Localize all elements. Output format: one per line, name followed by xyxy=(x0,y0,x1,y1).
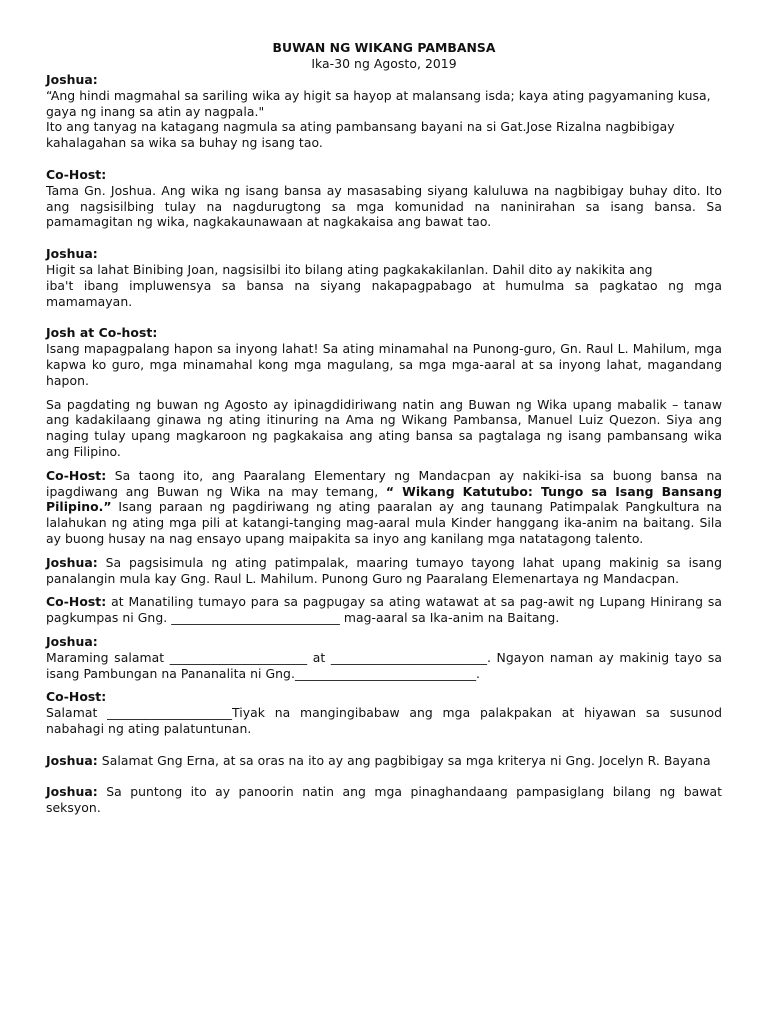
speaker-label: Joshua: xyxy=(46,784,98,800)
speaker-label: Josh at Co-host: xyxy=(46,325,158,341)
speaker-label: Co-Host: xyxy=(46,594,107,610)
dialogue-cohost-3 xyxy=(46,594,722,626)
paragraph-text: Sa puntong ito ay panoorin natin ang mga pinaghandaang pampasiglang bilang ng bawat seksyon. xyxy=(46,784,722,816)
speaker-label: Joshua: xyxy=(46,72,98,87)
speaker-label: Co-Host: xyxy=(46,467,107,483)
speaker-label: Co-Host: xyxy=(46,166,107,182)
dialogue-cohost-4 xyxy=(46,689,722,736)
paragraph-text: Sa pagdating ng buwan ng Agosto ay ipinagdidiriwang natin ang Buwan ng Wika upang mabalik – tanaw ang kadakilaang ginawa ng ating itinuring na Ama ng Wikang Pambansa, Manuel Luiz Quezon. Siya ang naging tulay upang magkaroon ng pagkakaisa ang ating bansa sa pagtalaga ng isang pambansang wika ang Filipino. xyxy=(46,396,722,459)
dialogue-joshua-6 xyxy=(46,784,722,816)
dialogue-joshua-1 xyxy=(46,72,722,151)
document-date: Ika-30 ng Agosto, 2019 xyxy=(311,56,457,71)
paragraph-text: iba't ibang impluwensya sa bansa na siyang nakapagpabago at humulma sa pagkatao ng mga mamamayan. xyxy=(46,277,722,309)
dialogue-josh-cohost xyxy=(46,325,722,459)
paragraph-text: at Manatiling tumayo para sa pagpugay sa ating watawat at sa pag-awit ng Lupang Hinirang sa pagkumpas ni Gng. ___________________________ mag-aaral sa Ika-anim na Baitang. xyxy=(46,594,722,626)
paragraph-text: Tama Gn. Joshua. Ang wika ng isang bansa ay masasabing siyang kaluluwa na nagbibigay buhay dito. Ito ang nagsisilbing tulay na nagdurugtong sa mga komunidad na naninirahan sa isang bansa. Sa pamamagitan ng wika, nagkakaunawaan at nagkakaisa ang bawat tao. xyxy=(46,182,722,230)
dialogue-joshua-2 xyxy=(46,246,722,309)
speaker-label: Joshua: xyxy=(46,554,98,570)
speaker-label: Joshua: xyxy=(46,246,98,262)
paragraph-text: Salamat Gng Erna, at sa oras na ito ay ang pagbibigay sa mga kriterya ni Gng. Jocelyn R. Bayana xyxy=(97,752,711,768)
paragraph-text: Isang paraan ng pagdiriwang ng ating paaralan ay ang taunang Patimpalak Pangkultura na lalahukan ng ating mga pili at katangi-tanging mag-aaral mula Kinder hanggang ika-anim na baitang. Sila ay buong husay na nag ensayo upang maipakita sa inyo ang kanilang mga natatagong talento. xyxy=(46,499,722,546)
paragraph-text: Sa pagsisimula ng ating patimpalak, maaring tumayo tayong lahat upang makinig sa isang panalangin mula kay Gng. Raul L. Mahilum. Punong Guro ng Paaralang Elemenartaya ng Mandacpan. xyxy=(46,554,722,586)
document-title: BUWAN NG WIKANG PAMBANSA xyxy=(272,40,496,55)
dialogue-cohost-2 xyxy=(46,468,722,547)
dialogue-joshua-4 xyxy=(46,634,722,681)
speaker-label: Co-Host: xyxy=(46,689,107,705)
dialogue-joshua-5 xyxy=(46,753,722,769)
dialogue-joshua-3 xyxy=(46,555,722,587)
paragraph-text: Ito ang tanyag na katagang nagmula sa ating pambansang bayani na si Gat.Jose Rizalna nagbibigay kahalagahan sa wika sa buhay ng isang tao. xyxy=(46,119,675,151)
quote-text: “Ang hindi magmahal sa sariling wika ay higit sa hayop at malansang isda; kaya ating pagyamaning kusa, gaya ng inang sa atin ay nagpala." xyxy=(46,87,711,119)
theme-text: “ Wikang Katutubo: Tungo sa Isang Bansang Pilipino.” xyxy=(46,483,723,515)
paragraph-text: Higit sa lahat Binibing Joan, nagsisilbi ito bilang ating pagkakakilanlan. Dahil dito ay nakikita ang xyxy=(46,261,653,277)
dialogue-cohost-1 xyxy=(46,167,722,230)
speaker-label: Joshua: xyxy=(46,633,98,649)
paragraph-text: Sa taong ito, ang Paaralang Elementary ng Mandacpan ay nakiki-isa sa buong bansa na ipagdiwang ang Buwan ng Wika na may temang, xyxy=(46,467,722,499)
paragraph-text: Isang mapagpalang hapon sa inyong lahat! Sa ating minamahal na Punong-guro, Gn. Raul L. Mahilum, mga kapwa ko guro, mga minamahal kong mga magulang, sa mga mga-aaral at sa inyong lahat, magandang hapon. xyxy=(46,341,722,388)
paragraph-text: Salamat ____________________Tiyak na mangingibabaw ang mga palakpakan at hiyawan sa susunod nabahagi ng ating palatuntunan. xyxy=(46,705,722,736)
paragraph-text: Maraming salamat ______________________ at _________________________. Ngayon naman ay makinig tayo sa isang Pambungan na Pananalita ni Gng._____________________________. xyxy=(46,649,722,681)
speaker-label: Joshua: xyxy=(46,752,98,768)
